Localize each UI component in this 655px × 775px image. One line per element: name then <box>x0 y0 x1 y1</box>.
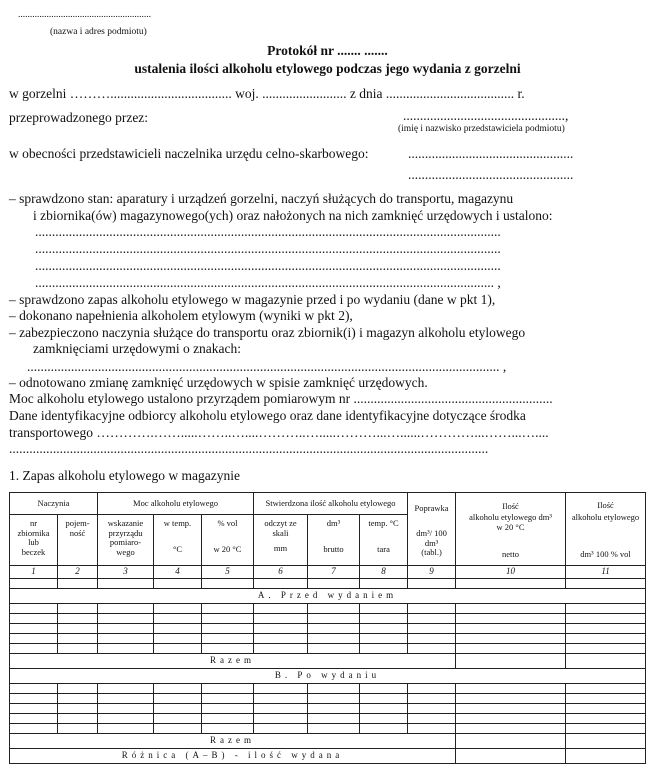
h-odczyt-text: odczyt ze skali <box>264 518 297 538</box>
table-row <box>10 624 646 634</box>
col-number: 10 <box>456 566 566 579</box>
dots-line-c: .......................................................................................................................................... <box>35 258 501 273</box>
razem-b-label: Razem <box>10 734 456 749</box>
section-1-title: 1. Zapas alkoholu etylowego w magazynie <box>9 468 240 483</box>
h-dm3 <box>308 515 360 566</box>
col-number: 3 <box>98 566 154 579</box>
item-sprawdzono-stan-1: – sprawdzono stan: aparatury i urządzeń gorzelni, naczyń służących do transportu, magazynu <box>9 191 514 206</box>
entity-dots: ........................................................ <box>18 10 151 20</box>
dots-line-d: ........................................................................................................................................ , <box>35 275 501 290</box>
table-row-blank <box>10 579 646 589</box>
entity-caption: (nazwa i adres podmiotu) <box>50 27 147 37</box>
ilosc-netto-label: Ilość <box>502 500 519 511</box>
ilosc-netto-unit: netto <box>502 549 520 559</box>
ilosc-100-desc: alkoholu etylowego <box>571 511 640 522</box>
col-ilosc-netto <box>456 493 566 566</box>
h-temp-text: temp. °C <box>368 518 399 528</box>
h-wskazanie <box>98 515 154 566</box>
table-row <box>10 614 646 624</box>
col-number: 4 <box>154 566 202 579</box>
h-wtemp-unit: °C <box>172 543 183 554</box>
group-stwierdzona: Stwierdzona ilość alkoholu etylowego <box>254 493 408 515</box>
h-pojemnosc-text: pojem-ność <box>65 518 90 538</box>
ilosc-100-label: Ilość <box>597 500 614 511</box>
group-naczynia: Naczynia <box>10 493 98 515</box>
item-dokonano: – dokonano napełnienia alkoholem etylowym (wyniki w pkt 2), <box>9 308 353 323</box>
item-zabezpieczono-2: zamknięciami urzędowymi o znakach: <box>33 341 242 356</box>
h-wtemp <box>154 515 202 566</box>
line-moc: Moc alkoholu etylowego ustalono przyrządem pomiarowym nr ........................................................... <box>9 391 553 406</box>
h-pojemnosc <box>58 515 98 566</box>
col-number: 8 <box>360 566 408 579</box>
line-dane-1: Dane identyfikacyjne odbiorcy alkoholu etylowego oraz dane identyfikacyjne dotyczące środka <box>9 408 526 423</box>
obecnosci-dots-1: ................................................. <box>408 146 574 161</box>
dots-line-a: .......................................................................................................................................... <box>35 224 501 239</box>
razem-b-100 <box>566 734 646 749</box>
h-nr <box>10 515 58 566</box>
table-row <box>10 694 646 704</box>
obecnosci-dots-2: ................................................. <box>408 167 574 182</box>
line-gorzelnia: w gorzelni ……….................................... woj. ......................... z dnia ...................................... r. <box>9 86 525 101</box>
razem-a-100 <box>566 654 646 669</box>
stock-table <box>9 492 646 764</box>
table-row <box>10 704 646 714</box>
przeprowadzonego-dots: ................................................, <box>403 108 569 123</box>
item-sprawdzono-zapas: – sprawdzono zapas alkoholu etylowego w magazynie przed i po wydaniu (dane w pkt 1), <box>9 292 496 307</box>
razem-a-netto <box>456 654 566 669</box>
dots-line-e: ............................................................................................................................................ , <box>27 359 507 374</box>
section-b-header: B. Po wydaniu <box>10 669 646 684</box>
roznica-label: Różnica (A–B) - ilość wydana <box>10 749 456 764</box>
dots-line-b: .......................................................................................................................................... <box>35 241 501 256</box>
line-dane-2: transportowego ………….…….....……..…....………..….....………...…......…………...……...….... <box>9 425 549 440</box>
h-nr-text: nr zbiornika lub beczek <box>17 518 50 557</box>
h-vol <box>202 515 254 566</box>
col-ilosc-100 <box>566 493 646 566</box>
col-number: 7 <box>308 566 360 579</box>
group-moc: Moc alkoholu etylowego <box>98 493 254 515</box>
roznica-netto <box>456 749 566 764</box>
protocol-title: Protokół nr ....... ....... <box>267 43 388 58</box>
col-number: 1 <box>10 566 58 579</box>
h-temp <box>360 515 408 566</box>
col-number: 2 <box>58 566 98 579</box>
h-dm3-text: dm³ <box>326 518 341 528</box>
table-row <box>10 714 646 724</box>
h-odczyt <box>254 515 308 566</box>
h-vol-unit: w 20 °C <box>213 543 242 554</box>
col-number: 5 <box>202 566 254 579</box>
table-row <box>10 634 646 644</box>
ilosc-netto-desc: alkoholu etylowego dm³ w 20 °C <box>469 512 552 532</box>
h-dm3-unit: brutto <box>323 543 344 554</box>
section-a-header: A. Przed wydaniem <box>10 589 646 604</box>
item-odnotowano: – odnotowano zmianę zamknięć urzędowych w spisie zamknięć urzędowych. <box>9 375 428 390</box>
h-temp-unit: tara <box>377 543 390 554</box>
col-number: 9 <box>408 566 456 579</box>
ilosc-100-unit: dm³ 100 % vol <box>580 549 631 560</box>
col-poprawka <box>408 493 456 566</box>
line-przeprowadzonego: przeprowadzonego przez: <box>9 110 149 125</box>
caption-imie: (imię i nazwisko przedstawiciela podmiotu) <box>398 124 565 134</box>
poprawka-unit: dm³/ 100 dm³ (tabl.) <box>416 528 447 557</box>
protocol-subtitle: ustalenia ilości alkoholu etylowego podczas jego wydania z gorzelni <box>134 61 521 76</box>
col-number: 11 <box>566 566 646 579</box>
poprawka-label: Poprawka <box>414 502 449 513</box>
roznica-100 <box>566 749 646 764</box>
item-sprawdzono-stan-2: i zbiornika(ów) magazynowego(ych) oraz nałożonych na nich zamknięć urzędowych i ustalono: <box>33 208 553 223</box>
table-row <box>10 644 646 654</box>
col-number: 6 <box>254 566 308 579</box>
h-vol-text: % vol <box>217 518 238 528</box>
h-odczyt-unit: mm <box>273 543 288 553</box>
line-obecnosci: w obecności przedstawicieli naczelnika urzędu celno-skarbowego: <box>9 146 369 161</box>
razem-a-label: Razem <box>10 654 456 669</box>
razem-b-netto <box>456 734 566 749</box>
dots-line-f: .............................................................................................................................................. <box>9 441 489 456</box>
h-wskazanie-text: wskazanie przyrządu pomiaro-wego <box>107 518 144 557</box>
h-wtemp-text: w temp. <box>163 518 192 528</box>
table-row <box>10 604 646 614</box>
table-row <box>10 684 646 694</box>
item-zabezpieczono-1: – zabezpieczono naczynia służące do transportu oraz zbiornik(i) i magazyn alkoholu etylowego <box>9 325 526 340</box>
table-row <box>10 724 646 734</box>
